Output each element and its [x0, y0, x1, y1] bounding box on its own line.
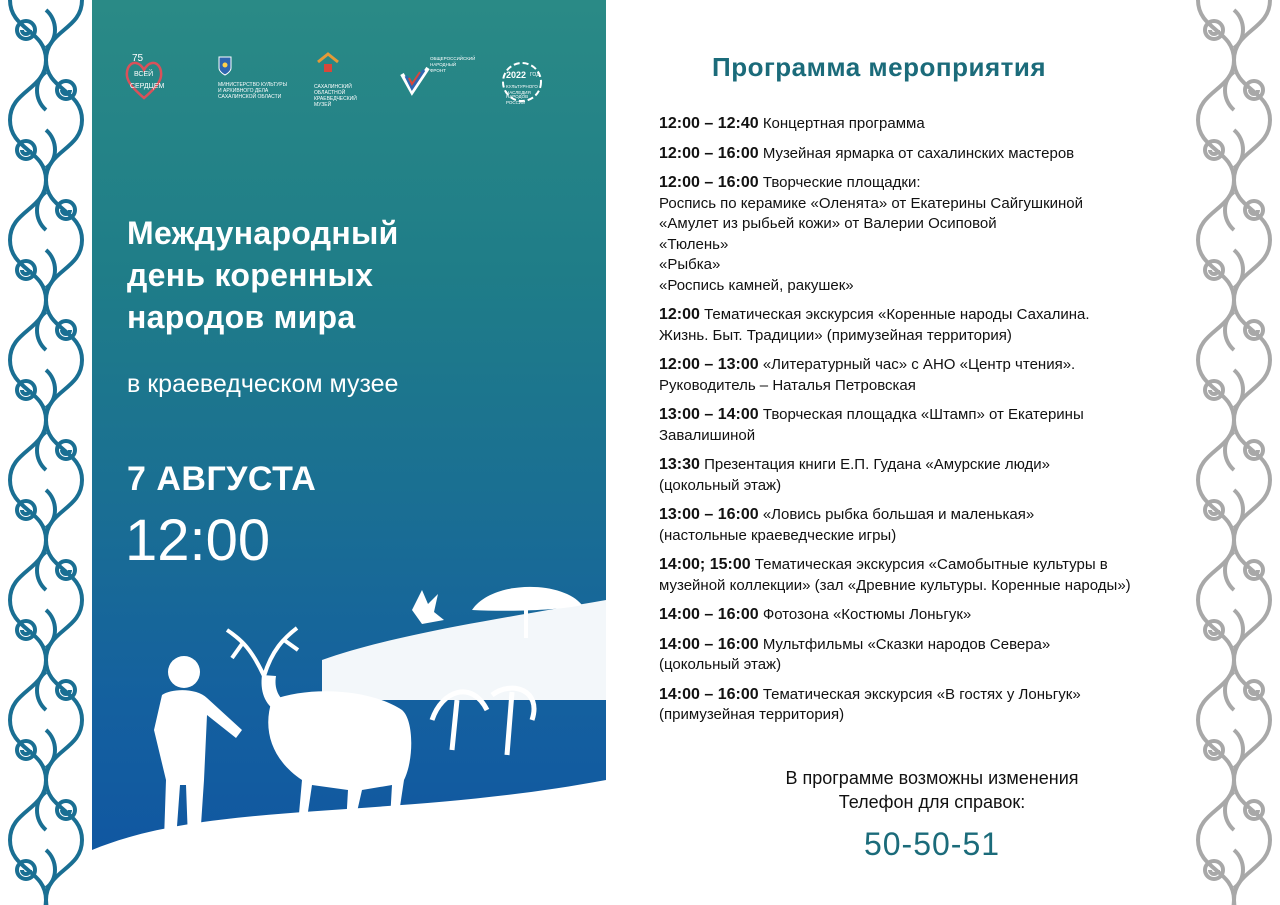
program-item-time: 12:00: [659, 306, 700, 323]
program-item-text: Творческая площадка «Штамп» от Екатерины: [762, 406, 1084, 423]
program-item: [659, 144, 1179, 165]
ministry-text: МИНИСТЕРСТВО КУЛЬТУРЫ И АРХИВНОГО ДЕЛА САХАЛИНСКОЙ ОБЛАСТИ: [218, 82, 288, 100]
program-item-line: [659, 455, 1179, 476]
program-item: [659, 405, 1179, 446]
poster-subtitle: в краеведческом музее: [127, 370, 399, 398]
program-item-text: Тематическая экскурсия «Коренные народы Сахалина.: [704, 306, 1090, 323]
heritage-line3: НАРОДОВ РОССИИ: [506, 94, 529, 105]
heritage-line2: КУЛЬТУРНОГО НАСЛЕДИЯ: [506, 84, 538, 95]
program-item-text: «Ловись рыбка большая и маленькая»: [762, 506, 1035, 523]
program-item-time: 12:00 – 16:00: [659, 174, 759, 191]
program-item: [659, 114, 1179, 135]
program-item-line: [659, 214, 1179, 235]
program-item-line: [659, 173, 1179, 194]
logo-75-badge: [120, 50, 180, 110]
changes-note: В программе возможны изменения: [785, 768, 1079, 788]
program-item-line: [659, 405, 1179, 426]
program-item-line: [659, 576, 1179, 597]
poster-title-line-2: день коренных: [127, 257, 374, 293]
program-item-text: (настольные краеведческие игры): [659, 526, 897, 544]
program-item-line: [659, 355, 1179, 376]
right-ornament-border: [1188, 0, 1280, 905]
program-item-line: [659, 426, 1179, 447]
program-item: [659, 555, 1179, 596]
program-item-text: Жизнь. Быт. Традиции» (примузейная территория): [659, 326, 1012, 344]
tree-trunk: [524, 608, 528, 638]
program-item: [659, 355, 1179, 396]
program-item-time: 13:00 – 16:00: [659, 506, 759, 523]
small-deer: [412, 590, 444, 624]
badge-line2: СЕРДЦЕМ: [130, 83, 165, 90]
program-item-line: [659, 144, 1179, 165]
program-item-line: [659, 235, 1179, 256]
poster-panel: [92, 0, 606, 905]
program-item-line: [659, 526, 1179, 547]
program-item-line: [659, 376, 1179, 397]
program-item-text: Мультфильмы «Сказки народов Севера»: [762, 635, 1051, 653]
program-item-time: 14:00; 15:00: [659, 556, 751, 573]
heritage-line1: ГОД: [530, 72, 540, 78]
checkmark-flag-icon: [400, 66, 430, 96]
program-item-text: «Литературный час» с АНО «Центр чтения».: [762, 356, 1076, 373]
coat-of-arms-icon: [218, 56, 232, 76]
program-item: [659, 173, 1179, 296]
program-item-line: [659, 705, 1179, 726]
person-head: [168, 656, 200, 688]
phone-number: 50-50-51: [863, 826, 1001, 862]
program-item-line: [659, 114, 1179, 135]
left-ornament-border: [0, 0, 92, 905]
program-item-time: 13:00 – 14:00: [659, 406, 759, 423]
program-item-line: [659, 476, 1179, 497]
museum-text: САХАЛИНСКИЙ ОБЛАСТНОЙ КРАЕВЕДЧЕСКИЙ МУЗЕЙ: [314, 84, 357, 108]
reindeer-antlers: [227, 628, 298, 676]
program-item-line: [659, 635, 1179, 656]
program-item: [659, 455, 1179, 496]
reindeer-landscape-illustration: [92, 580, 606, 905]
program-item-text: (цокольный этаж): [659, 476, 782, 494]
logo-front: [400, 50, 476, 110]
program-item-text: Завалишиной: [659, 426, 756, 444]
program-item-line: [659, 276, 1179, 297]
program-title: Программа мероприятия: [712, 52, 1047, 82]
program-item-text: (цокольный этаж): [659, 656, 782, 673]
heart-icon: [124, 54, 164, 104]
program-item-text: Концертная программа: [762, 115, 925, 132]
logo-museum: [314, 50, 374, 110]
program-item-time: 12:00 – 16:00: [659, 144, 759, 162]
poster-time: 12:00: [125, 508, 271, 573]
program-item-time: 12:00 – 12:40: [659, 115, 759, 132]
program-item-text: Роспись по керамике «Оленята» от Екатерины Сайгушкиной: [659, 194, 1084, 212]
poster-title-line-1: Международный: [127, 215, 399, 251]
tree-crown: [472, 587, 582, 611]
program-item-line: [659, 505, 1179, 526]
program-notes: [712, 766, 1152, 814]
program-item-text: Фотозона «Костюмы Лоньгук»: [762, 606, 972, 623]
program-item-time: 13:30: [659, 456, 700, 473]
heritage-year: 2022: [506, 70, 527, 80]
program-item: [659, 635, 1179, 676]
program-item-line: [659, 605, 1179, 626]
partner-logos: [120, 50, 580, 110]
program-item: [659, 505, 1179, 546]
logo-ministry: [218, 50, 290, 110]
program-item-text: «Амулет из рыбьей кожи» от Валерии Осиповой: [659, 215, 997, 232]
program-item-line: [659, 326, 1179, 347]
program-list: [659, 114, 1179, 735]
phone-label: Телефон для справок:: [838, 792, 1026, 812]
program-item-line: [659, 305, 1179, 326]
program-item-text: «Рыбка»: [659, 256, 721, 273]
program-item-text: «Тюлень»: [659, 235, 729, 253]
reindeer-head: [262, 675, 288, 712]
poster-title-line-3: народов мира: [127, 299, 356, 335]
museum-roof-icon: [316, 52, 340, 74]
program-item-text: Тематическая экскурсия «Самобытные культуры в: [754, 556, 1108, 573]
person-silhouette: [154, 690, 242, 840]
program-item: [659, 605, 1179, 626]
program-item-text: музейной коллекции» (зал «Древние культуры. Коренные народы»): [659, 576, 1131, 594]
program-item-text: (примузейная территория): [659, 706, 845, 723]
program-panel: [606, 0, 1188, 905]
front-text: ОБЩЕРОССИЙСКИЙ НАРОДНЫЙ ФРОНТ: [430, 56, 476, 73]
program-item-line: [659, 194, 1179, 215]
program-item-text: Творческие площадки:: [762, 174, 921, 191]
distant-hill: [322, 600, 606, 700]
program-item-text: Презентация книги Е.П. Гудана «Амурские люди»: [704, 456, 1051, 473]
program-item: [659, 685, 1179, 726]
program-item-line: [659, 685, 1179, 706]
badge-line1: ВСЕЙ: [134, 71, 154, 78]
program-item-time: 14:00 – 16:00: [659, 606, 759, 623]
program-item-time: 14:00 – 16:00: [659, 635, 759, 653]
poster-title: [127, 212, 587, 338]
program-item-text: Руководитель – Наталья Петровская: [659, 376, 916, 394]
program-item-time: 14:00 – 16:00: [659, 685, 759, 703]
program-item-time: 12:00 – 13:00: [659, 356, 759, 373]
program-item-text: «Роспись камней, ракушек»: [659, 276, 854, 294]
program-item-line: [659, 655, 1179, 676]
badge-number: 75: [132, 53, 144, 64]
program-item-line: [659, 555, 1179, 576]
program-item-line: [659, 255, 1179, 276]
program-item-text: Тематическая экскурсия «В гостях у Лоньгук»: [762, 685, 1081, 703]
program-item-text: Музейная ярмарка от сахалинских мастеров: [762, 144, 1075, 162]
logo-heritage-year: [500, 50, 570, 110]
poster-date: 7 АВГУСТА: [127, 460, 317, 498]
reindeer-body: [268, 691, 411, 825]
program-item: [659, 305, 1179, 346]
